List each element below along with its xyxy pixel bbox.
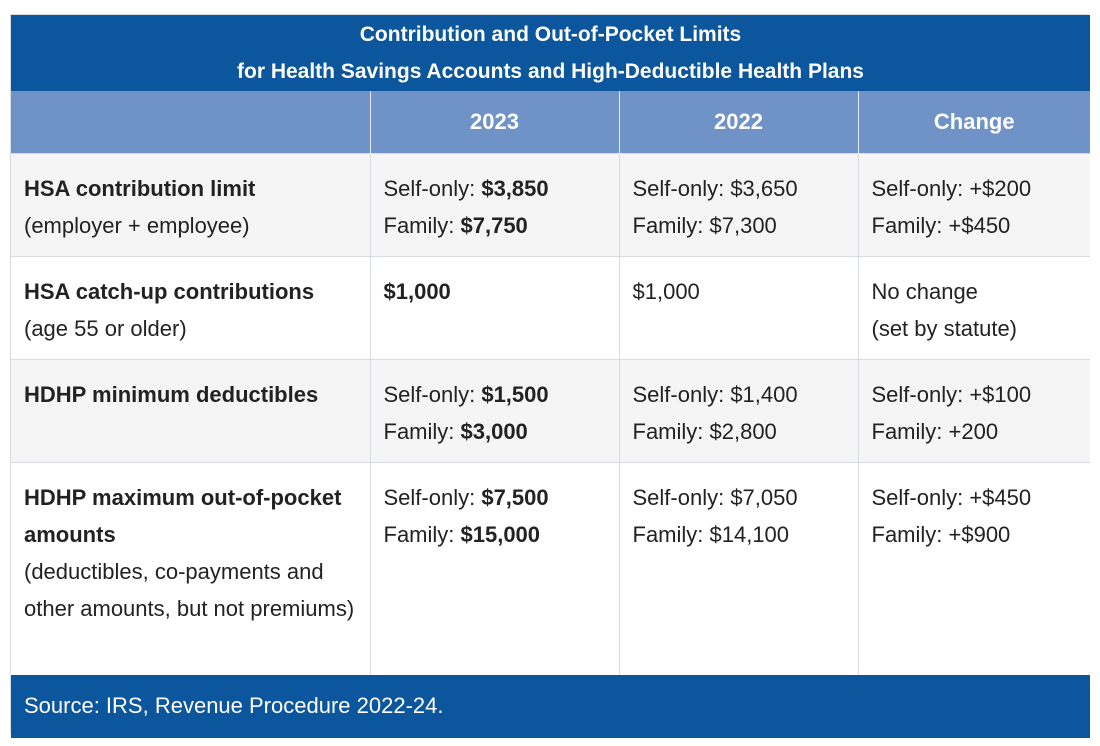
value-line: Self-only: $7,050 bbox=[632, 485, 798, 510]
value-prefix: Family: bbox=[383, 522, 461, 547]
cell-2022 bbox=[619, 463, 858, 675]
row-label: HSA catch-up contributions bbox=[24, 279, 315, 304]
header-row bbox=[11, 91, 1090, 154]
value-bold: $15,000 bbox=[460, 522, 541, 547]
header-2022: 2022 bbox=[619, 91, 858, 154]
table-row bbox=[11, 463, 1090, 675]
title-line-1: Contribution and Out-of-Pocket Limits bbox=[359, 23, 742, 46]
value-line: $1,000 bbox=[632, 279, 700, 304]
cell-2022 bbox=[619, 154, 858, 257]
cell-2022 bbox=[619, 257, 858, 360]
value-line: No change bbox=[871, 279, 978, 304]
value-bold: $3,000 bbox=[460, 419, 528, 444]
table-row bbox=[11, 360, 1090, 463]
value-line: Family: $7,300 bbox=[632, 213, 777, 238]
value-prefix: Self-only: bbox=[383, 485, 482, 510]
value-prefix: Family: bbox=[383, 213, 461, 238]
row-label-cell bbox=[11, 257, 370, 360]
title-row bbox=[11, 15, 1090, 91]
source-row bbox=[11, 675, 1090, 738]
table-title bbox=[11, 15, 1090, 91]
value-line: Self-only: $1,400 bbox=[632, 382, 798, 407]
source-note: Source: IRS, Revenue Procedure 2022-24. bbox=[11, 675, 1090, 738]
value-bold: $1,000 bbox=[383, 279, 451, 304]
table-row bbox=[11, 257, 1090, 360]
cell-2023 bbox=[370, 257, 619, 360]
cell-2023 bbox=[370, 154, 619, 257]
value-line: Self-only: +$100 bbox=[871, 382, 1032, 407]
limits-table bbox=[11, 15, 1090, 738]
cell-2023 bbox=[370, 463, 619, 675]
cell-change bbox=[858, 154, 1090, 257]
value-line: Self-only: +$200 bbox=[871, 176, 1032, 201]
value-bold: $1,500 bbox=[481, 382, 549, 407]
row-label: HDHP maximum out-of-pocket amounts bbox=[24, 485, 342, 547]
header-blank bbox=[11, 91, 370, 154]
value-bold: $7,750 bbox=[460, 213, 528, 238]
value-line: Family: $14,100 bbox=[632, 522, 790, 547]
row-label-cell bbox=[11, 360, 370, 463]
header-change: Change bbox=[858, 91, 1090, 154]
value-bold: $3,850 bbox=[481, 176, 549, 201]
cell-change bbox=[858, 360, 1090, 463]
table-row bbox=[11, 154, 1090, 257]
row-label: HDHP minimum deductibles bbox=[24, 382, 319, 407]
row-sublabel: (age 55 or older) bbox=[24, 316, 187, 341]
cell-2023 bbox=[370, 360, 619, 463]
cell-2022 bbox=[619, 360, 858, 463]
value-prefix: Family: bbox=[383, 419, 461, 444]
title-line-2: for Health Savings Accounts and High-Deductible Health Plans bbox=[237, 60, 864, 83]
row-label-cell bbox=[11, 463, 370, 675]
value-bold: $7,500 bbox=[481, 485, 549, 510]
value-line: Family: +$900 bbox=[871, 522, 1011, 547]
value-line: Self-only: +$450 bbox=[871, 485, 1032, 510]
value-prefix: Self-only: bbox=[383, 382, 482, 407]
value-prefix: Self-only: bbox=[383, 176, 482, 201]
limits-table-container bbox=[10, 14, 1089, 734]
cell-change bbox=[858, 257, 1090, 360]
cell-change bbox=[858, 463, 1090, 675]
row-sublabel: (deductibles, co-payments and other amounts, but not premiums) bbox=[24, 559, 355, 621]
header-2023: 2023 bbox=[370, 91, 619, 154]
row-label-cell bbox=[11, 154, 370, 257]
value-line: Family: +$450 bbox=[871, 213, 1011, 238]
value-line: (set by statute) bbox=[871, 316, 1018, 341]
row-label: HSA contribution limit bbox=[24, 176, 256, 201]
value-line: Self-only: $3,650 bbox=[632, 176, 798, 201]
row-sublabel: (employer + employee) bbox=[24, 213, 250, 238]
value-line: Family: +200 bbox=[871, 419, 999, 444]
value-line: Family: $2,800 bbox=[632, 419, 777, 444]
